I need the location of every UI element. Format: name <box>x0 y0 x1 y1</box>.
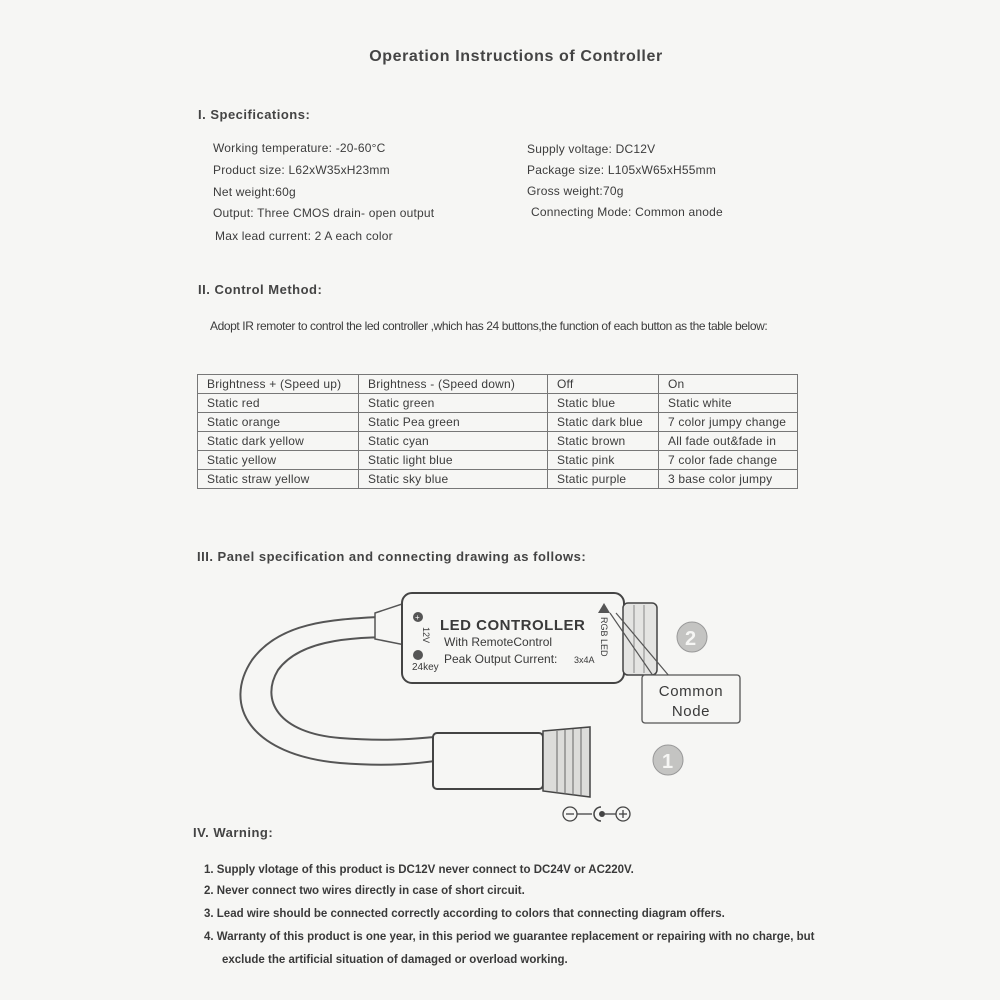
marker-1-label: 1 <box>662 751 674 773</box>
table-row <box>198 470 798 489</box>
table-cell: Static orange <box>198 413 359 432</box>
table-cell: 7 color jumpy change <box>659 413 798 432</box>
table-row <box>198 394 798 413</box>
controller-current: 3x4A <box>574 655 595 665</box>
voltage-label: 12V <box>421 627 431 644</box>
rgb-led-label: RGB LED <box>599 617 609 657</box>
common-node-line2: Node <box>671 703 711 720</box>
spec-max-load-current: Max lead current: 2 A each color <box>215 229 393 243</box>
plus-glyph: + <box>415 613 420 622</box>
controller-peak-label: Peak Output Current: <box>444 652 558 666</box>
table-cell: 3 base color jumpy <box>659 470 798 489</box>
table-cell: Off <box>548 375 659 394</box>
warning-item-4: 4. Warranty of this product is one year, in this period we guarantee replacement or repairing with no charge, but <box>204 931 815 943</box>
table-cell: Static blue <box>548 394 659 413</box>
connection-diagram <box>230 575 790 835</box>
spec-supply-voltage: Supply voltage: DC12V <box>527 142 656 156</box>
center-pin <box>599 811 605 817</box>
table-cell: Static red <box>198 394 359 413</box>
button-function-table <box>197 374 798 489</box>
panel-heading: III. Panel specification and connecting drawing as follows: <box>197 549 587 564</box>
control-method-heading: II. Control Method: <box>198 282 323 297</box>
spec-gross-weight: Gross weight:70g <box>527 184 624 198</box>
dc-jack-end <box>543 727 590 797</box>
table-cell: Static green <box>359 394 548 413</box>
warning-item-4-continued: exclude the artificial situation of damaged or overload working. <box>222 954 568 966</box>
common-node-line1: Common <box>658 683 724 700</box>
warning-item-3: 3. Lead wire should be connected correctly according to colors that connecting diagram offers. <box>204 908 725 920</box>
table-cell: Static pink <box>548 451 659 470</box>
table-row <box>198 451 798 470</box>
table-cell: Static Pea green <box>359 413 548 432</box>
table-cell: Static dark blue <box>548 413 659 432</box>
dc-jack-body <box>433 733 543 789</box>
table-cell: Static purple <box>548 470 659 489</box>
warning-heading: IV. Warning: <box>193 825 274 840</box>
table-row <box>198 432 798 451</box>
table-cell: All fade out&fade in <box>659 432 798 451</box>
spec-product-size: Product size: L62xW35xH23mm <box>213 163 390 177</box>
strain-relief <box>375 603 405 645</box>
table-cell: Static brown <box>548 432 659 451</box>
table-cell: Static straw yellow <box>198 470 359 489</box>
specifications-heading: I. Specifications: <box>198 107 311 122</box>
table-cell: On <box>659 375 798 394</box>
table-cell: Static cyan <box>359 432 548 451</box>
table-cell: Brightness + (Speed up) <box>198 375 359 394</box>
table-cell: Static light blue <box>359 451 548 470</box>
warning-item-2: 2. Never connect two wires directly in case of short circuit. <box>204 885 525 897</box>
table-cell: 7 color fade change <box>659 451 798 470</box>
warning-item-1: 1. Supply vlotage of this product is DC12V never connect to DC24V or AC220V. <box>204 864 634 876</box>
controller-subtitle: With RemoteControl <box>444 635 553 649</box>
spec-working-temperature: Working temperature: -20-60°C <box>213 141 386 155</box>
spec-net-weight: Net weight:60g <box>213 185 296 199</box>
control-method-intro: Adopt IR remoter to control the led controller ,which has 24 buttons,the function of each button as the table below: <box>210 319 768 333</box>
table-cell: Static dark yellow <box>198 432 359 451</box>
table-cell: Static yellow <box>198 451 359 470</box>
table-row <box>198 375 798 394</box>
spec-connecting-mode: Connecting Mode: Common anode <box>531 205 723 219</box>
minus-icon <box>413 650 423 660</box>
marker-2-label: 2 <box>685 628 697 650</box>
keys-label: 24key <box>412 662 439 673</box>
page-title: Operation Instructions of Controller <box>369 48 663 65</box>
table-cell: Brightness - (Speed down) <box>359 375 548 394</box>
table-cell: Static white <box>659 394 798 413</box>
table-cell: Static sky blue <box>359 470 548 489</box>
spec-package-size: Package size: L105xW65xH55mm <box>527 163 717 177</box>
table-row <box>198 413 798 432</box>
controller-title: LED CONTROLLER <box>440 617 586 634</box>
spec-output: Output: Three CMOS drain- open output <box>213 206 435 220</box>
